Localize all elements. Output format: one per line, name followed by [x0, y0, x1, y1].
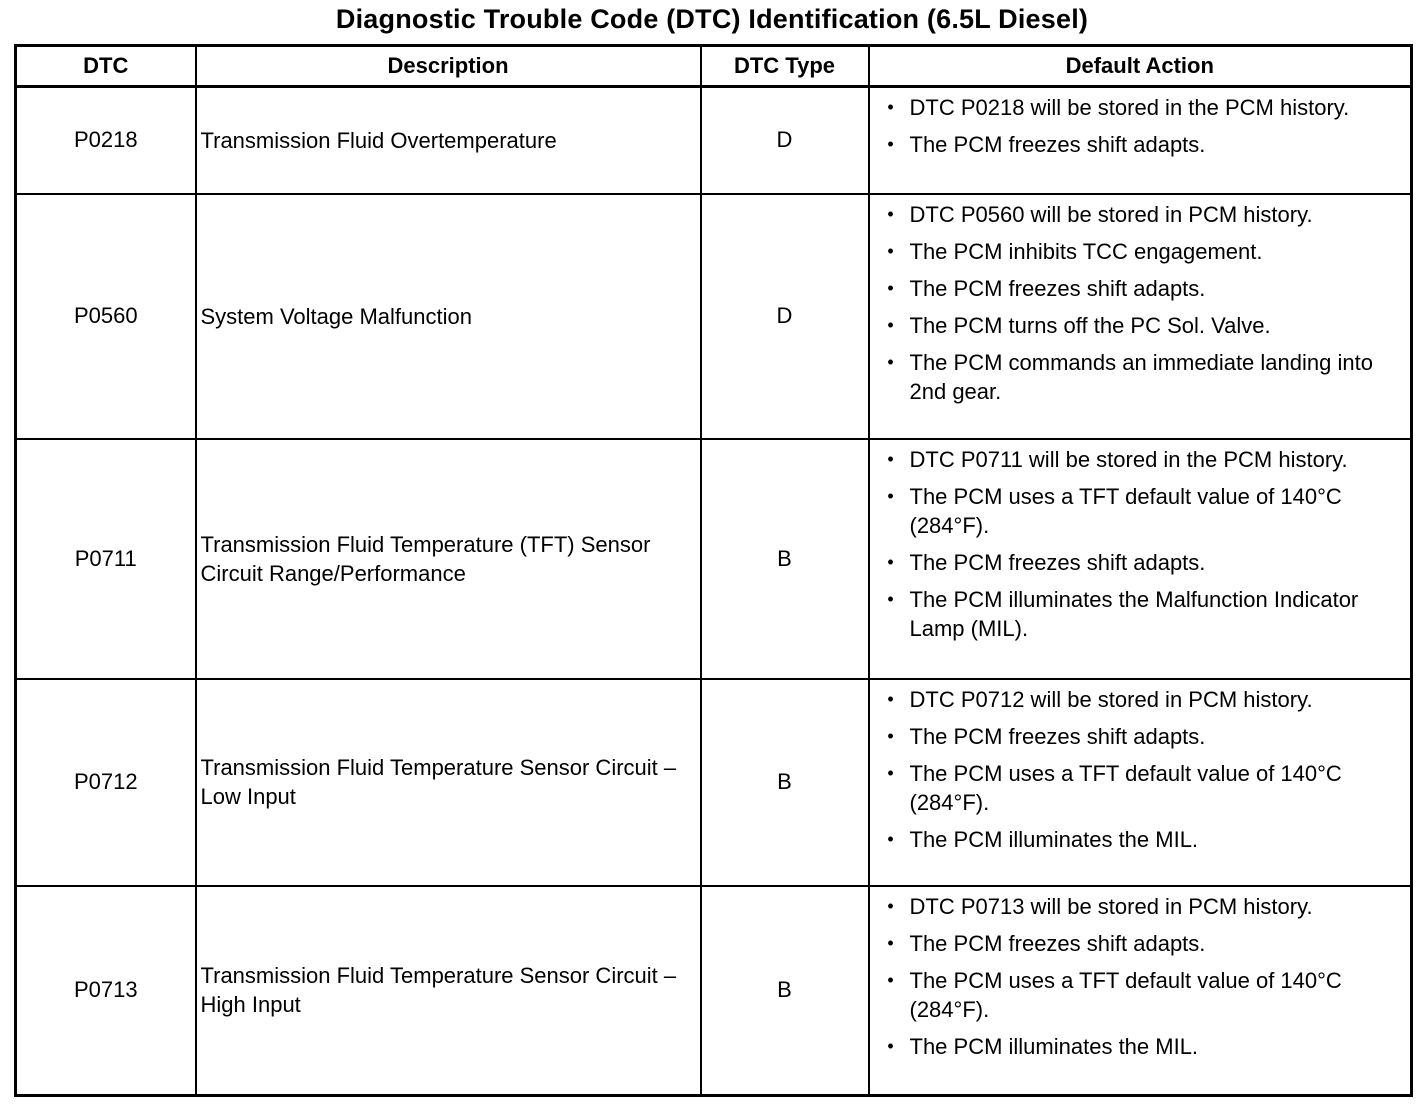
action-list	[887, 93, 1399, 159]
action-item	[887, 929, 1399, 958]
action-item	[887, 311, 1399, 340]
action-text: The PCM uses a TFT default value of 140°C (284°F).	[909, 483, 1342, 538]
column-header-description: Description	[196, 46, 701, 87]
table-header-row	[16, 46, 1412, 87]
bullet-icon: •	[887, 762, 894, 783]
description-cell: Transmission Fluid Temperature Sensor Circuit – Low Input	[196, 679, 701, 886]
action-text: The PCM commands an immediate landing into 2nd gear.	[909, 349, 1373, 404]
table-row	[16, 439, 1412, 679]
column-header-default-action: Default Action	[869, 46, 1412, 87]
description-cell: Transmission Fluid Temperature (TFT) Sensor Circuit Range/Performance	[196, 439, 701, 679]
description-cell: Transmission Fluid Overtemperature	[196, 87, 701, 194]
bullet-icon: •	[887, 1035, 894, 1056]
column-header-dtc-type: DTC Type	[701, 46, 869, 87]
dtc-code-cell: P0713	[16, 886, 196, 1096]
default-action-cell	[869, 87, 1412, 194]
action-item	[887, 548, 1399, 577]
column-header-dtc: DTC	[16, 46, 196, 87]
dtc-code-cell: P0711	[16, 439, 196, 679]
bullet-icon: •	[887, 240, 894, 261]
dtc-type-cell: D	[701, 87, 869, 194]
dtc-table	[14, 44, 1413, 1097]
page-title: Diagnostic Trouble Code (DTC) Identification (6.5L Diesel)	[335, 4, 1089, 34]
action-text: The PCM uses a TFT default value of 140°C (284°F).	[909, 760, 1342, 815]
description-cell: Transmission Fluid Temperature Sensor Circuit – High Input	[196, 886, 701, 1096]
default-action-cell	[869, 194, 1412, 439]
bullet-icon: •	[887, 134, 894, 154]
action-text: The PCM illuminates the MIL.	[909, 1033, 1199, 1059]
bullet-icon: •	[887, 725, 894, 746]
bullet-icon: •	[887, 351, 894, 372]
table-row	[16, 194, 1412, 439]
action-text: The PCM illuminates the MIL.	[909, 826, 1199, 852]
bullet-icon: •	[887, 932, 894, 953]
bullet-icon: •	[887, 588, 894, 609]
action-text: DTC P0560 will be stored in PCM history.	[909, 201, 1313, 227]
bullet-icon: •	[887, 97, 894, 117]
action-item	[887, 685, 1399, 714]
dtc-code-cell: P0218	[16, 87, 196, 194]
action-item	[887, 93, 1399, 122]
action-list	[887, 685, 1399, 854]
action-text: DTC P0712 will be stored in PCM history.	[909, 686, 1313, 712]
action-item	[887, 722, 1399, 751]
dtc-code-cell: P0712	[16, 679, 196, 886]
action-item	[887, 585, 1399, 643]
action-text: DTC P0218 will be stored in the PCM history.	[909, 95, 1350, 120]
table-body	[16, 87, 1412, 1096]
action-text: The PCM freezes shift adapts.	[909, 275, 1206, 301]
action-item	[887, 274, 1399, 303]
action-text: DTC P0713 will be stored in PCM history.	[909, 893, 1313, 919]
action-text: The PCM freezes shift adapts.	[909, 549, 1206, 575]
bullet-icon: •	[887, 314, 894, 335]
bullet-icon: •	[887, 688, 894, 709]
action-item	[887, 237, 1399, 266]
dtc-type-cell: B	[701, 886, 869, 1096]
table-row	[16, 87, 1412, 194]
action-item	[887, 759, 1399, 817]
action-item	[887, 482, 1399, 540]
dtc-type-cell: D	[701, 194, 869, 439]
description-cell: System Voltage Malfunction	[196, 194, 701, 439]
bullet-icon: •	[887, 895, 894, 916]
action-text: The PCM turns off the PC Sol. Valve.	[909, 312, 1271, 338]
action-list	[887, 445, 1399, 643]
table-row	[16, 679, 1412, 886]
action-text: DTC P0711 will be stored in the PCM history.	[909, 446, 1348, 472]
action-list	[887, 892, 1399, 1061]
action-item	[887, 200, 1399, 229]
bullet-icon: •	[887, 969, 894, 990]
dtc-type-cell: B	[701, 679, 869, 886]
default-action-cell	[869, 886, 1412, 1096]
action-text: The PCM inhibits TCC engagement.	[909, 238, 1263, 264]
action-text: The PCM freezes shift adapts.	[909, 930, 1206, 956]
action-item	[887, 1032, 1399, 1061]
action-text: The PCM illuminates the Malfunction Indicator Lamp (MIL).	[909, 586, 1359, 641]
action-item	[887, 130, 1399, 159]
dtc-code-cell: P0560	[16, 194, 196, 439]
bullet-icon: •	[887, 485, 894, 506]
default-action-cell	[869, 439, 1412, 679]
bullet-icon: •	[887, 203, 894, 224]
action-text: The PCM freezes shift adapts.	[909, 132, 1206, 157]
bullet-icon: •	[887, 277, 894, 298]
dtc-type-cell: B	[701, 439, 869, 679]
action-item	[887, 445, 1399, 474]
action-item	[887, 892, 1399, 921]
bullet-icon: •	[887, 551, 894, 572]
default-action-cell	[869, 679, 1412, 886]
action-list	[887, 200, 1399, 406]
bullet-icon: •	[887, 828, 894, 849]
action-item	[887, 966, 1399, 1024]
action-text: The PCM freezes shift adapts.	[909, 723, 1206, 749]
action-text: The PCM uses a TFT default value of 140°C (284°F).	[909, 967, 1342, 1022]
table-row	[16, 886, 1412, 1096]
bullet-icon: •	[887, 448, 894, 469]
action-item	[887, 348, 1399, 406]
action-item	[887, 825, 1399, 854]
